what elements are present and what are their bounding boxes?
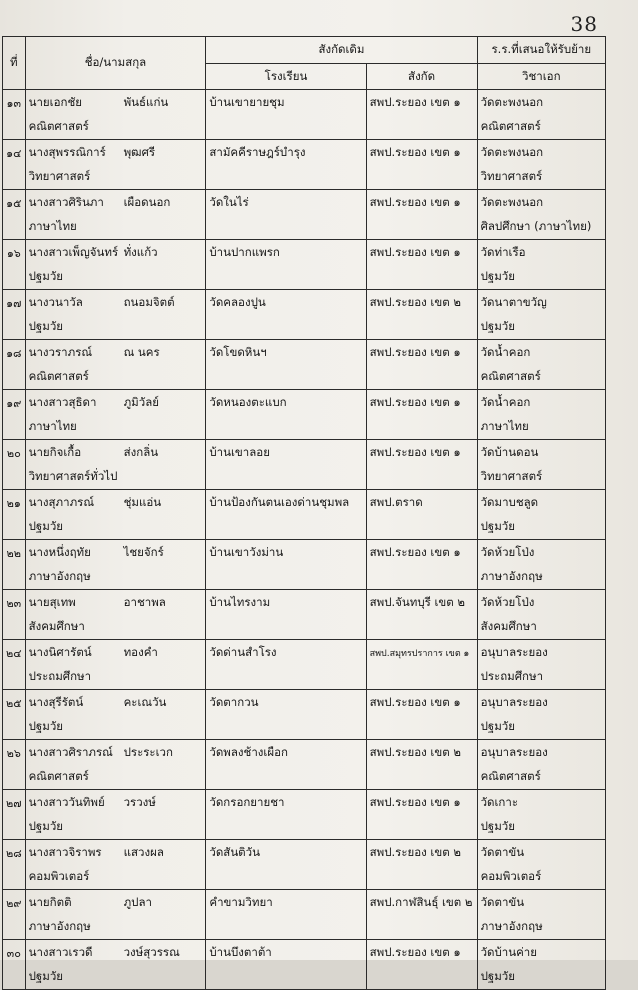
proposed-subject: คณิตศาสตร์ bbox=[477, 765, 605, 790]
table-row bbox=[3, 490, 606, 516]
proposed-subject: คณิตศาสตร์ bbox=[477, 365, 605, 390]
last-name: อาชาพล bbox=[123, 594, 166, 609]
origin-school: วัดโขดหินฯ bbox=[206, 340, 366, 366]
table-header bbox=[3, 37, 606, 90]
table-row bbox=[3, 965, 606, 990]
first-name: นางสาวเรวดี bbox=[28, 944, 93, 959]
last-name: ภูมิวัลย์ bbox=[123, 394, 159, 409]
proposed-subject: คณิตศาสตร์ bbox=[477, 115, 605, 140]
target-school: วัดนาตาขวัญ bbox=[477, 290, 605, 316]
table-row bbox=[3, 740, 606, 766]
table-row bbox=[3, 290, 606, 316]
proposed-subject: ภาษาอังกฤษ bbox=[477, 565, 605, 590]
table-row bbox=[3, 915, 606, 940]
row-number: ๑๕ bbox=[3, 190, 26, 216]
row-number: ๓๐ bbox=[3, 940, 26, 966]
last-name: ทั่งแก้ว bbox=[123, 244, 158, 259]
table-row bbox=[3, 365, 606, 390]
empty-cell bbox=[366, 615, 477, 640]
proposed-subject: คอมพิวเตอร์ bbox=[477, 865, 605, 890]
empty-cell bbox=[366, 515, 477, 540]
empty-cell bbox=[366, 815, 477, 840]
origin-school: วัดในไร่ bbox=[206, 190, 366, 216]
proposed-subject: วิทยาศาสตร์ bbox=[477, 465, 605, 490]
teacher-name bbox=[25, 440, 206, 466]
empty-cell bbox=[366, 215, 477, 240]
table-row bbox=[3, 865, 606, 890]
last-name: เผือดนอก bbox=[123, 194, 171, 209]
table-row bbox=[3, 640, 606, 666]
empty-cell bbox=[366, 965, 477, 990]
origin-agency: สพป.ระยอง เขต ๑ bbox=[366, 90, 477, 116]
last-name: ทองคำ bbox=[123, 644, 158, 659]
header-no: ที่ bbox=[3, 37, 26, 90]
last-name: ถนอมจิตต์ bbox=[123, 294, 175, 309]
empty-cell bbox=[366, 465, 477, 490]
first-name: นางวราภรณ์ bbox=[28, 344, 93, 359]
target-school: อนุบาลระยอง bbox=[477, 690, 605, 716]
first-name: นางสุพรรณิการ์ bbox=[28, 144, 106, 159]
empty-cell bbox=[206, 715, 366, 740]
proposed-subject: ประถมศึกษา bbox=[477, 665, 605, 690]
table-row bbox=[3, 515, 606, 540]
row-number: ๒๗ bbox=[3, 790, 26, 816]
target-school: วัดห้วยโป่ง bbox=[477, 540, 605, 566]
origin-agency: สพป.ระยอง เขต ๑ bbox=[366, 390, 477, 416]
empty-cell bbox=[3, 865, 26, 890]
table-row bbox=[3, 115, 606, 140]
target-school: วัดน้ำคอก bbox=[477, 390, 605, 416]
empty-cell bbox=[206, 215, 366, 240]
origin-agency: สพป.ระยอง เขต ๑ bbox=[366, 340, 477, 366]
last-name: พุฒศรี bbox=[123, 144, 156, 159]
teacher-subject: ปฐมวัย bbox=[25, 515, 206, 540]
header-target: ร.ร.ที่เสนอให้รับย้าย bbox=[477, 37, 605, 64]
empty-cell bbox=[206, 315, 366, 340]
empty-cell bbox=[3, 565, 26, 590]
row-number: ๑๖ bbox=[3, 240, 26, 266]
first-name: นายเอกชัย bbox=[28, 94, 82, 109]
table-row bbox=[3, 440, 606, 466]
origin-school: บ้านเขายายชุม bbox=[206, 90, 366, 116]
header-name: ชื่อ/นามสกุล bbox=[25, 37, 206, 90]
teacher-subject: วิทยาศาสตร์ bbox=[25, 165, 206, 190]
empty-cell bbox=[3, 165, 26, 190]
row-number: ๑๗ bbox=[3, 290, 26, 316]
teacher-name bbox=[25, 840, 206, 866]
row-number: ๒๔ bbox=[3, 640, 26, 666]
row-number: ๒๐ bbox=[3, 440, 26, 466]
first-name: นางสาวเพ็ญจันทร์ bbox=[28, 244, 119, 259]
table-row bbox=[3, 565, 606, 590]
target-school: วัดท่าเรือ bbox=[477, 240, 605, 266]
table-row bbox=[3, 190, 606, 216]
header-school: โรงเรียน bbox=[206, 64, 366, 90]
table-row bbox=[3, 465, 606, 490]
teacher-name bbox=[25, 890, 206, 916]
row-number: ๑๘ bbox=[3, 340, 26, 366]
table-row bbox=[3, 590, 606, 616]
proposed-subject: ปฐมวัย bbox=[477, 965, 605, 990]
empty-cell bbox=[206, 165, 366, 190]
origin-school: วัดพลงช้างเผือก bbox=[206, 740, 366, 766]
teacher-name bbox=[25, 540, 206, 566]
empty-cell bbox=[206, 265, 366, 290]
empty-cell bbox=[206, 115, 366, 140]
last-name: ภูปลา bbox=[123, 894, 152, 909]
row-number: ๒๓ bbox=[3, 590, 26, 616]
empty-cell bbox=[366, 265, 477, 290]
teacher-subject: สังคมศึกษา bbox=[25, 615, 206, 640]
target-school: วัดบ้านค่าย bbox=[477, 940, 605, 966]
last-name: พันธ์แก่น bbox=[123, 94, 169, 109]
origin-agency: สพป.กาฬสินธุ์ เขต ๒ bbox=[366, 890, 477, 916]
table-row bbox=[3, 665, 606, 690]
table-row bbox=[3, 890, 606, 916]
teacher-subject: คอมพิวเตอร์ bbox=[25, 865, 206, 890]
row-number: ๒๙ bbox=[3, 890, 26, 916]
origin-school: บ้านเขาวังม่าน bbox=[206, 540, 366, 566]
row-number: ๒๖ bbox=[3, 740, 26, 766]
empty-cell bbox=[366, 665, 477, 690]
teacher-subject: ปฐมวัย bbox=[25, 965, 206, 990]
first-name: นายสุเทพ bbox=[28, 594, 76, 609]
table-row bbox=[3, 140, 606, 166]
teacher-name bbox=[25, 190, 206, 216]
empty-cell bbox=[206, 515, 366, 540]
empty-cell bbox=[3, 615, 26, 640]
target-school: วัดเกาะ bbox=[477, 790, 605, 816]
table-row bbox=[3, 540, 606, 566]
first-name: นายกิจเกื้อ bbox=[28, 444, 82, 459]
table-row bbox=[3, 765, 606, 790]
table-row bbox=[3, 615, 606, 640]
transfer-table bbox=[2, 36, 606, 990]
empty-cell bbox=[206, 765, 366, 790]
row-number: ๒๘ bbox=[3, 840, 26, 866]
teacher-name bbox=[25, 290, 206, 316]
empty-cell bbox=[3, 465, 26, 490]
empty-cell bbox=[206, 665, 366, 690]
target-school: วัดมาบชลูด bbox=[477, 490, 605, 516]
origin-agency: สพป.ระยอง เขต ๑ bbox=[366, 790, 477, 816]
empty-cell bbox=[206, 815, 366, 840]
proposed-subject: สังคมศึกษา bbox=[477, 615, 605, 640]
empty-cell bbox=[3, 815, 26, 840]
origin-agency: สพป.ระยอง เขต ๒ bbox=[366, 290, 477, 316]
empty-cell bbox=[366, 715, 477, 740]
row-number: ๑๓ bbox=[3, 90, 26, 116]
table-row bbox=[3, 215, 606, 240]
origin-agency: สพป.ระยอง เขต ๑ bbox=[366, 190, 477, 216]
row-number: ๒๕ bbox=[3, 690, 26, 716]
empty-cell bbox=[3, 715, 26, 740]
target-school: วัดตาขัน bbox=[477, 840, 605, 866]
empty-cell bbox=[366, 165, 477, 190]
last-name: วรวงษ์ bbox=[123, 794, 156, 809]
last-name: ไชยจักร์ bbox=[123, 544, 164, 559]
empty-cell bbox=[366, 565, 477, 590]
origin-agency: สพป.ระยอง เขต ๒ bbox=[366, 740, 477, 766]
empty-cell bbox=[3, 365, 26, 390]
table-row bbox=[3, 940, 606, 966]
origin-school: วัดคลองปูน bbox=[206, 290, 366, 316]
teacher-subject: ภาษาไทย bbox=[25, 415, 206, 440]
first-name: นางสาววันทิพย์ bbox=[28, 794, 105, 809]
empty-cell bbox=[206, 915, 366, 940]
teacher-name bbox=[25, 590, 206, 616]
empty-cell bbox=[366, 315, 477, 340]
table-row bbox=[3, 715, 606, 740]
last-name: ประระเวก bbox=[123, 744, 173, 759]
empty-cell bbox=[206, 465, 366, 490]
first-name: นางสาวจิราพร bbox=[28, 844, 102, 859]
proposed-subject: วิทยาศาสตร์ bbox=[477, 165, 605, 190]
empty-cell bbox=[206, 865, 366, 890]
teacher-subject: คณิตศาสตร์ bbox=[25, 115, 206, 140]
table-row bbox=[3, 340, 606, 366]
teacher-subject: คณิตศาสตร์ bbox=[25, 765, 206, 790]
table-row bbox=[3, 690, 606, 716]
teacher-name bbox=[25, 140, 206, 166]
table-row bbox=[3, 165, 606, 190]
page-number: 38 bbox=[570, 12, 598, 36]
teacher-subject: ภาษาอังกฤษ bbox=[25, 915, 206, 940]
origin-agency: สพป.ตราด bbox=[366, 490, 477, 516]
teacher-name bbox=[25, 740, 206, 766]
origin-school: คำขามวิทยา bbox=[206, 890, 366, 916]
teacher-subject: ภาษาอังกฤษ bbox=[25, 565, 206, 590]
first-name: นางสุภาภรณ์ bbox=[28, 494, 95, 509]
origin-agency: สพป.ระยอง เขต ๑ bbox=[366, 140, 477, 166]
table-row bbox=[3, 815, 606, 840]
teacher-subject: ปฐมวัย bbox=[25, 815, 206, 840]
teacher-subject: ประถมศึกษา bbox=[25, 665, 206, 690]
origin-agency: สพป.ระยอง เขต ๑ bbox=[366, 540, 477, 566]
proposed-subject: ภาษาไทย bbox=[477, 415, 605, 440]
last-name: คะเณวัน bbox=[123, 694, 167, 709]
target-school: วัดน้ำคอก bbox=[477, 340, 605, 366]
teacher-subject: ปฐมวัย bbox=[25, 715, 206, 740]
empty-cell bbox=[206, 965, 366, 990]
teacher-name bbox=[25, 390, 206, 416]
empty-cell bbox=[366, 365, 477, 390]
empty-cell bbox=[366, 765, 477, 790]
teacher-subject: ปฐมวัย bbox=[25, 265, 206, 290]
proposed-subject: ปฐมวัย bbox=[477, 515, 605, 540]
proposed-subject: ปฐมวัย bbox=[477, 715, 605, 740]
empty-cell bbox=[366, 115, 477, 140]
row-number: ๑๔ bbox=[3, 140, 26, 166]
header-agency: สังกัด bbox=[366, 64, 477, 90]
row-number: ๑๙ bbox=[3, 390, 26, 416]
empty-cell bbox=[3, 765, 26, 790]
target-school: วัดตะพงนอก bbox=[477, 90, 605, 116]
first-name: นางวนาวัล bbox=[28, 294, 83, 309]
empty-cell bbox=[366, 915, 477, 940]
table-row bbox=[3, 415, 606, 440]
empty-cell bbox=[206, 365, 366, 390]
origin-school: วัดกรอกยายชา bbox=[206, 790, 366, 816]
empty-cell bbox=[206, 565, 366, 590]
target-school: วัดตะพงนอก bbox=[477, 140, 605, 166]
teacher-name bbox=[25, 340, 206, 366]
empty-cell bbox=[366, 865, 477, 890]
empty-cell bbox=[3, 215, 26, 240]
origin-agency: สพป.ระยอง เขต ๑ bbox=[366, 440, 477, 466]
teacher-name bbox=[25, 490, 206, 516]
origin-school: สามัคคีราษฎร์บำรุง bbox=[206, 140, 366, 166]
empty-cell bbox=[3, 965, 26, 990]
origin-school: วัดหนองตะแบก bbox=[206, 390, 366, 416]
table-row bbox=[3, 840, 606, 866]
empty-cell bbox=[3, 515, 26, 540]
origin-agency: สพป.จันทบุรี เขต ๒ bbox=[366, 590, 477, 616]
table-row bbox=[3, 790, 606, 816]
origin-school: บ้านปากแพรก bbox=[206, 240, 366, 266]
row-number: ๒๒ bbox=[3, 540, 26, 566]
teacher-name bbox=[25, 940, 206, 966]
origin-agency: สพป.ระยอง เขต ๑ bbox=[366, 240, 477, 266]
origin-school: บ้านเขาลอย bbox=[206, 440, 366, 466]
target-school: อนุบาลระยอง bbox=[477, 640, 605, 666]
first-name: นางสาวสุธิดา bbox=[28, 394, 97, 409]
first-name: นางสาวศิรินภา bbox=[28, 194, 104, 209]
origin-school: วัดสันติวัน bbox=[206, 840, 366, 866]
proposed-subject: ปฐมวัย bbox=[477, 815, 605, 840]
last-name: ณ นคร bbox=[123, 344, 160, 359]
table-row bbox=[3, 240, 606, 266]
target-school: อนุบาลระยอง bbox=[477, 740, 605, 766]
table-row bbox=[3, 390, 606, 416]
origin-agency: สพป.สมุทรปราการ เขต ๑ bbox=[366, 640, 477, 666]
proposed-subject: ภาษาอังกฤษ bbox=[477, 915, 605, 940]
origin-school: วัดตากวน bbox=[206, 690, 366, 716]
teacher-subject: ภาษาไทย bbox=[25, 215, 206, 240]
origin-school: บ้านป้องกันตนเองด่านชุมพล bbox=[206, 490, 366, 516]
proposed-subject: ปฐมวัย bbox=[477, 315, 605, 340]
teacher-name bbox=[25, 790, 206, 816]
teacher-name bbox=[25, 240, 206, 266]
header-origin: สังกัดเดิม bbox=[206, 37, 477, 64]
teacher-subject: วิทยาศาสตร์ทั่วไป bbox=[25, 465, 206, 490]
empty-cell bbox=[3, 315, 26, 340]
table-body bbox=[3, 90, 606, 990]
target-school: วัดตาขัน bbox=[477, 890, 605, 916]
empty-cell bbox=[206, 615, 366, 640]
empty-cell bbox=[3, 115, 26, 140]
empty-cell bbox=[3, 915, 26, 940]
first-name: นางนิศารัตน์ bbox=[28, 644, 92, 659]
row-number: ๒๑ bbox=[3, 490, 26, 516]
origin-agency: สพป.ระยอง เขต ๒ bbox=[366, 840, 477, 866]
origin-school: วัดด่านสำโรง bbox=[206, 640, 366, 666]
table-row bbox=[3, 265, 606, 290]
teacher-name bbox=[25, 690, 206, 716]
empty-cell bbox=[3, 415, 26, 440]
first-name: นางหนึ่งฤทัย bbox=[28, 544, 91, 559]
origin-school: บ้านไทรงาม bbox=[206, 590, 366, 616]
last-name: วงษ์สุวรรณ bbox=[123, 944, 180, 959]
empty-cell bbox=[3, 665, 26, 690]
empty-cell bbox=[206, 415, 366, 440]
empty-cell bbox=[366, 415, 477, 440]
origin-agency: สพป.ระยอง เขต ๑ bbox=[366, 940, 477, 966]
proposed-subject: ปฐมวัย bbox=[477, 265, 605, 290]
origin-agency: สพป.ระยอง เขต ๑ bbox=[366, 690, 477, 716]
teacher-subject: ปฐมวัย bbox=[25, 315, 206, 340]
empty-cell bbox=[3, 265, 26, 290]
first-name: นางสาวศิราภรณ์ bbox=[28, 744, 113, 759]
target-school: วัดห้วยโป่ง bbox=[477, 590, 605, 616]
teacher-subject: คณิตศาสตร์ bbox=[25, 365, 206, 390]
target-school: วัดบ้านดอน bbox=[477, 440, 605, 466]
last-name: ส่งกลิ่น bbox=[123, 444, 159, 459]
first-name: นางสุรีรัตน์ bbox=[28, 694, 84, 709]
teacher-name bbox=[25, 90, 206, 116]
last-name: ชุ่มแอ่น bbox=[123, 494, 162, 509]
teacher-name bbox=[25, 640, 206, 666]
table-row bbox=[3, 315, 606, 340]
table-row bbox=[3, 90, 606, 116]
last-name: แสวงผล bbox=[123, 844, 164, 859]
proposed-subject: ศิลปศึกษา (ภาษาไทย) bbox=[477, 215, 605, 240]
first-name: นายกิตติ bbox=[28, 894, 72, 909]
header-subject: วิชาเอก bbox=[477, 64, 605, 90]
target-school: วัดตะพงนอก bbox=[477, 190, 605, 216]
origin-school: บ้านบึงตาต้า bbox=[206, 940, 366, 966]
